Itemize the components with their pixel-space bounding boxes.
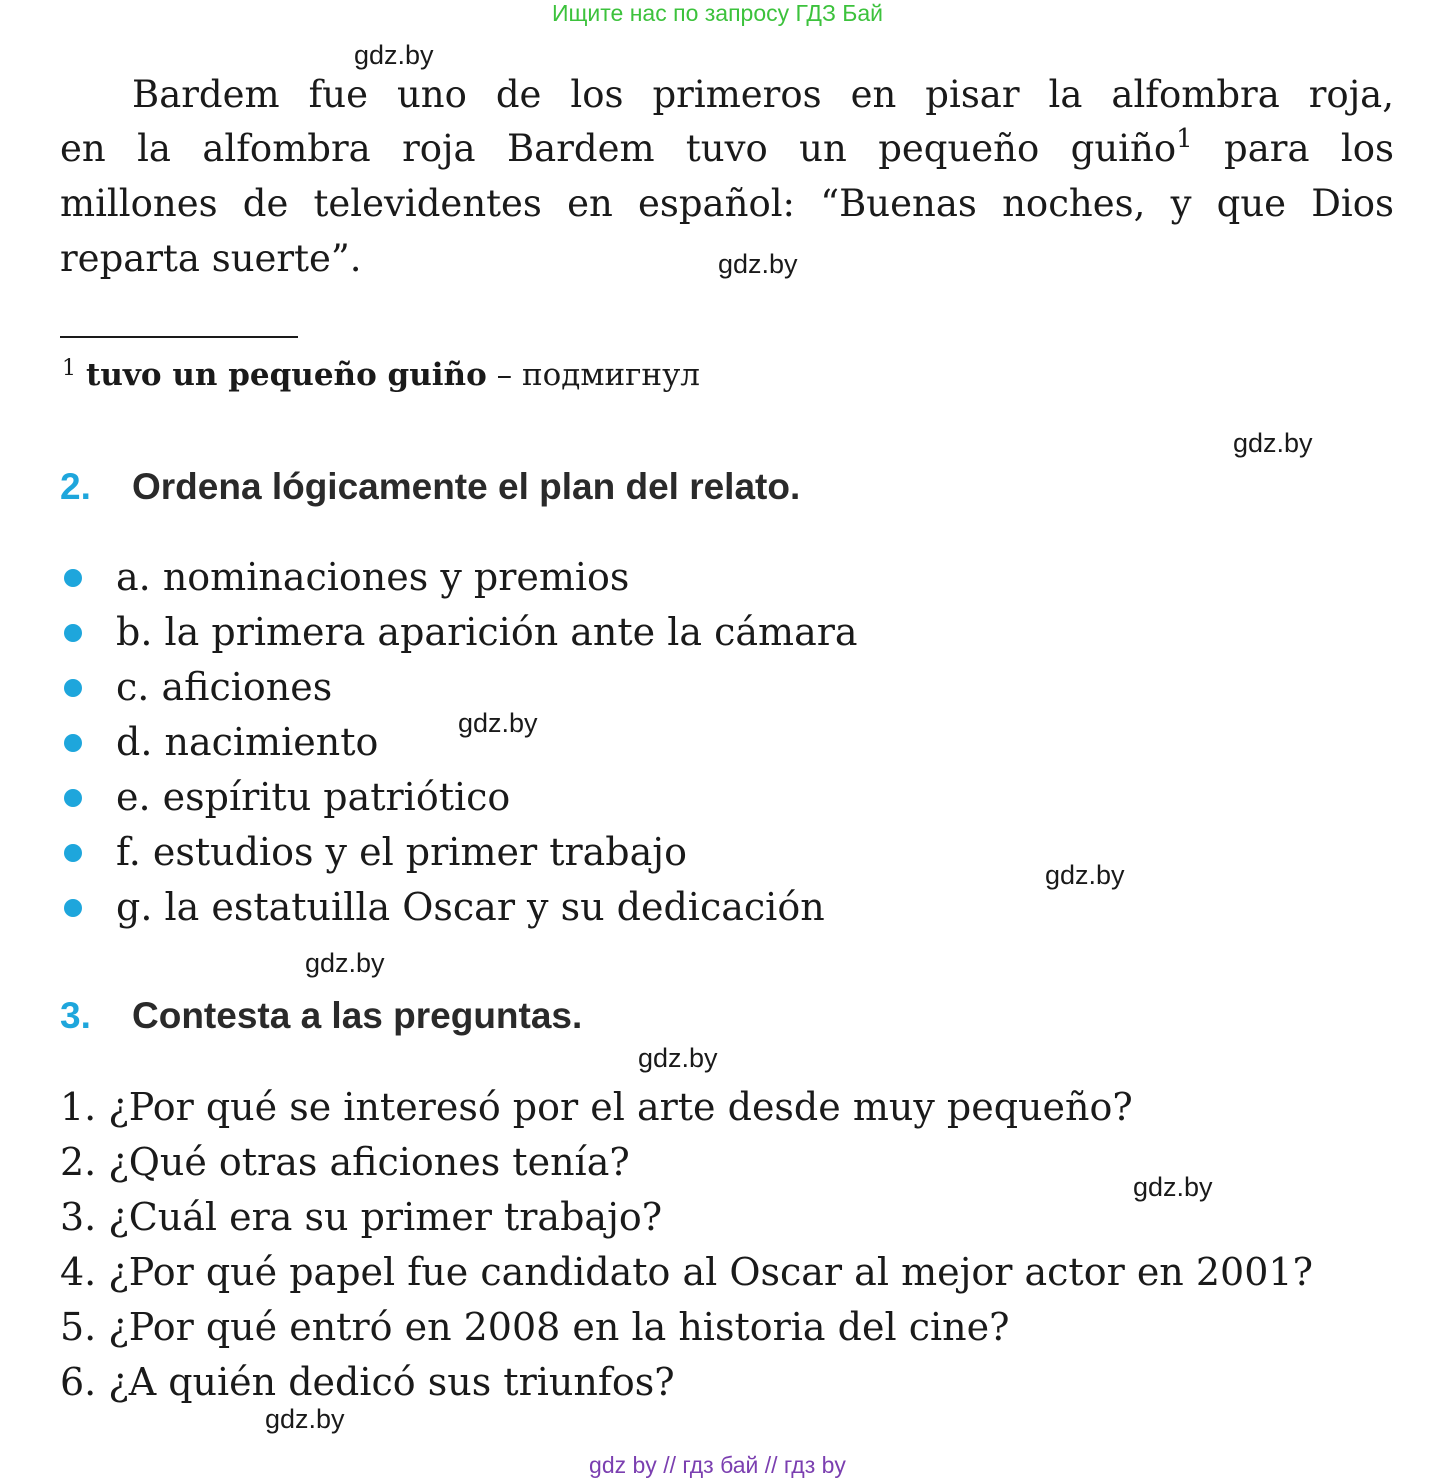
watermark: gdz.by — [305, 948, 385, 978]
list-item-text: e. espíritu patriótico — [116, 775, 511, 819]
footnote-term: tuvo un pequeño guiño — [86, 357, 487, 393]
bullet-icon — [64, 679, 82, 697]
footnote-number: 1 — [62, 356, 76, 381]
list-item-text: f. estudios y el primer trabajo — [116, 830, 687, 874]
question-item: 6. ¿A quién dedicó sus triunfos? — [60, 1360, 675, 1404]
watermark: gdz.by — [458, 708, 538, 738]
watermark: gdz.by — [718, 249, 798, 279]
bullet-icon — [64, 844, 82, 862]
list-item-text: g. la estatuilla Oscar y su dedicación — [116, 885, 825, 929]
list-item-text: a. nominaciones y premios — [116, 555, 630, 599]
watermark: gdz.by — [1045, 860, 1125, 890]
footnote-translation: – подмигнул — [486, 357, 700, 393]
list-item-text: b. la primera aparición ante la cámara — [116, 610, 858, 654]
bullet-icon — [64, 899, 82, 917]
top-banner[interactable]: Ищите нас по запросу ГДЗ Бай — [551, 0, 884, 26]
exercise-number: 2. — [60, 466, 91, 507]
exercise-title: Ordena lógicamente el plan del relato. — [132, 466, 801, 507]
paragraph-text-part: para los — [1192, 127, 1394, 170]
watermark: gdz.by — [1233, 428, 1313, 458]
paragraph-text — [60, 124, 1394, 171]
watermark: gdz.by — [265, 1404, 345, 1434]
question-item: 3. ¿Cuál era su primer trabajo? — [60, 1195, 663, 1239]
question-item: 1. ¿Por qué se interesó por el arte desde muy pequeño? — [60, 1085, 1133, 1129]
paragraph-line — [60, 182, 1394, 226]
bullet-icon — [64, 789, 82, 807]
list-item-text: c. aficiones — [116, 665, 333, 709]
exercise-title: Contesta a las preguntas. — [132, 995, 583, 1036]
paragraph-line — [132, 73, 1394, 117]
paragraph-line — [60, 237, 1394, 281]
bullet-icon — [64, 734, 82, 752]
exercise-number: 3. — [60, 995, 91, 1036]
paragraph-text: Bardem fue uno de los primeros en pisar la alfombra roja, — [132, 73, 1394, 116]
paragraph-text: millones de televidentes en español: “Buenas noches, y que Dios — [60, 182, 1394, 225]
watermark: gdz.by — [1133, 1172, 1213, 1202]
question-item: 2. ¿Qué otras aficiones tenía? — [60, 1140, 630, 1184]
paragraph-text: reparta suerte”. — [60, 237, 362, 280]
list-item-text: d. nacimiento — [116, 720, 379, 764]
question-item: 4. ¿Por qué papel fue candidato al Oscar al mejor actor en 2001? — [60, 1250, 1313, 1294]
paragraph-text-part: en la alfombra roja Bardem tuvo un pequeño guiño — [60, 127, 1177, 170]
question-item: 5. ¿Por qué entró en 2008 en la historia del cine? — [60, 1305, 1010, 1349]
footnote — [62, 356, 700, 393]
bullet-icon — [64, 624, 82, 642]
paragraph-line — [60, 124, 1394, 171]
footer-links[interactable]: gdz by // гдз бай // гдз by — [589, 1452, 846, 1478]
bullet-icon — [64, 569, 82, 587]
watermark: gdz.by — [638, 1043, 718, 1073]
footnote-marker: 1 — [1176, 124, 1193, 154]
footnote-divider — [60, 336, 298, 338]
watermark: gdz.by — [354, 40, 434, 70]
